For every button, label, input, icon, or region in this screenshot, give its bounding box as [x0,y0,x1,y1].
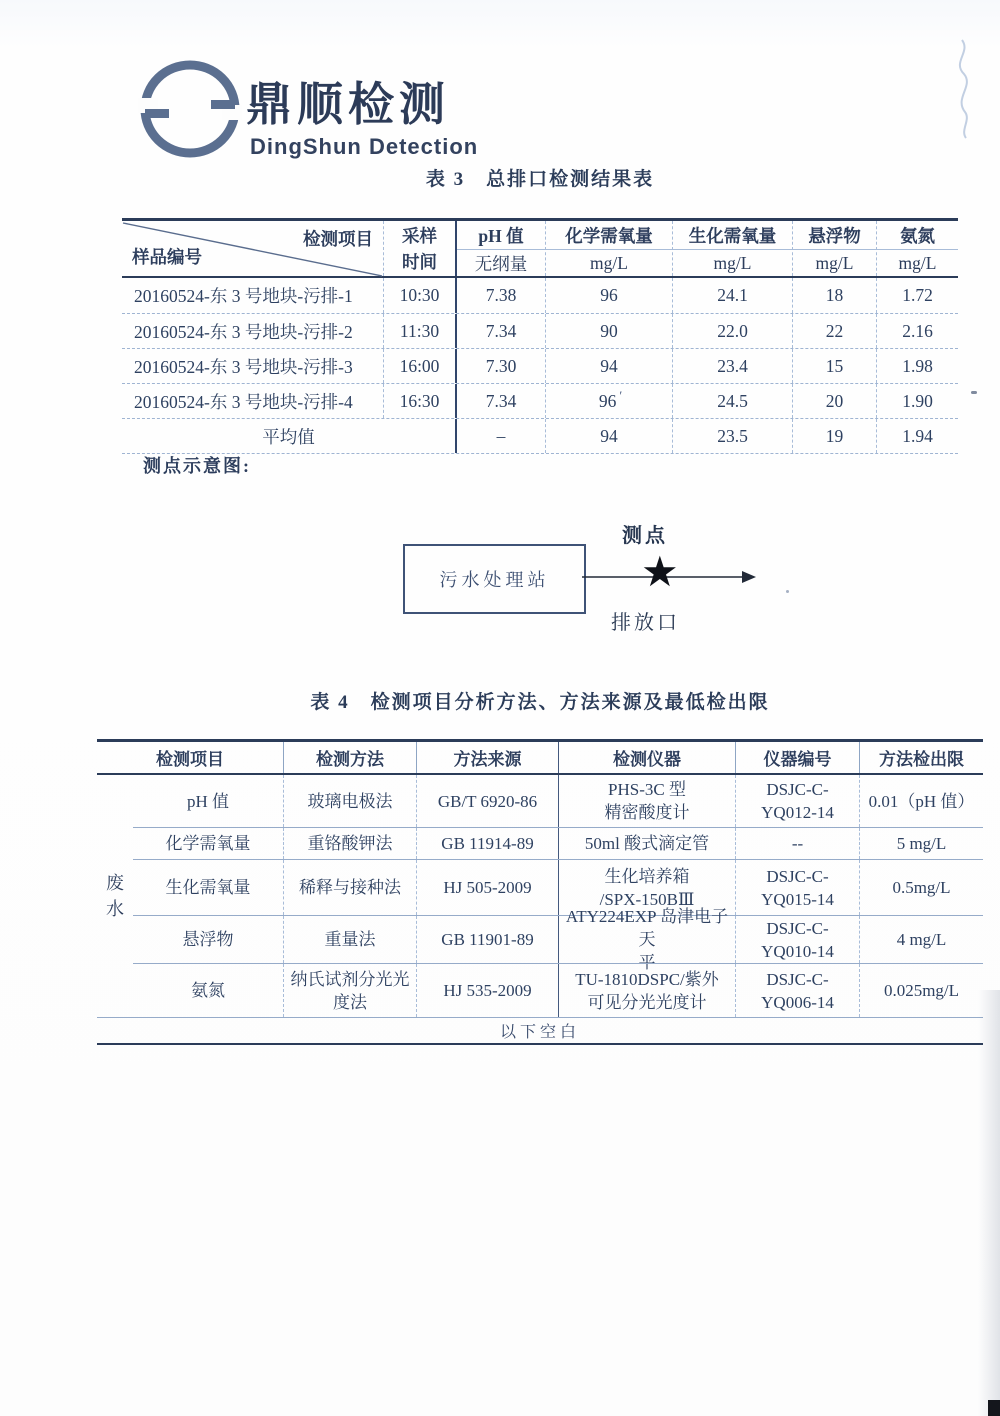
instrument-line1: 生化培养箱 [604,866,690,886]
detection-limit: 0.5mg/L [859,860,983,915]
header-bod-unit: mg/L [713,252,752,273]
header-nh3-name: 氨氮 [877,221,958,250]
table3-header-row [122,221,958,278]
instrument-serial: DSJC-C-YQ012-14 [735,775,859,827]
detection-limit: 4 mg/L [859,916,983,963]
method-name: 玻璃电极法 [283,775,416,827]
method-source: HJ 505-2009 [416,860,558,915]
method-name: 重铬酸钾法 [283,828,416,859]
value-ph: 7.34 [455,314,545,348]
instrument-serial: DSJC-C-YQ015-14 [735,860,859,915]
header-nh3-unit: mg/L [898,252,937,273]
sample-id: 20160524-东 3 号地块-污排-3 [134,356,353,377]
value-cod [545,384,672,418]
diagram-caption: 测点示意图: [143,456,251,476]
header-cod-unit: mg/L [590,252,628,273]
instrument [558,828,735,859]
header-cod-name: 化学需氧量 [546,221,672,250]
method-name: 重量法 [283,916,416,963]
instrument-line2: 平 [638,953,656,972]
table4-header-row [97,742,983,775]
t4-header-limit: 方法检出限 [859,742,983,773]
header-bod-name: 生化需氧量 [673,221,792,250]
table-row [122,313,958,348]
method-source: HJ 535-2009 [416,964,558,1017]
scan-scribble-mark [938,28,988,143]
instrument-serial: DSJC-C-YQ006-14 [735,964,859,1017]
method-source: GB 11914-89 [416,828,558,859]
header-ph [455,221,545,276]
value-ph: 7.38 [455,278,545,313]
value-bod: 22.0 [672,314,792,348]
outlet-label: 排放口 [611,612,680,634]
value-ss: 20 [792,384,876,418]
instrument-line2: 精密酸度计 [604,803,690,822]
average-label: 平均值 [262,426,315,447]
avg-cod: 94 [545,419,672,453]
method-name: 稀释与接种法 [283,860,416,915]
instrument-serial: -- [735,828,859,859]
table-row [133,775,983,827]
header-sampling-time-line2: 时间 [402,251,437,272]
sample-time: 16:30 [383,384,455,418]
table-row-average [122,418,958,453]
sample-id: 20160524-东 3 号地块-污排-4 [134,391,353,412]
method-source: GB/T 6920-86 [416,775,558,827]
scan-speck [786,590,789,593]
page-edge-shadow [978,990,1000,1416]
table4-title: 表 4 检测项目分析方法、方法来源及最低检出限 [310,692,770,713]
t4-header-item: 检测项目 [156,750,224,769]
detection-limit: 0.01（pH 值） [859,775,983,827]
value-ss: 18 [792,278,876,313]
instrument-line1: 50ml 酸式滴定管 [584,834,710,853]
instrument-serial: DSJC-C-YQ010-14 [735,916,859,963]
value-ss: 15 [792,349,876,383]
avg-ph: – [455,419,545,453]
value-bod: 24.5 [672,384,792,418]
header-ss-unit: mg/L [815,252,854,273]
header-ss-name: 悬浮物 [793,221,876,250]
sample-id: 20160524-东 3 号地块-污排-1 [134,286,353,306]
method-source: GB 11901-89 [416,916,558,963]
dingshun-logo-icon [138,60,242,158]
header-ph-unit: 无纲量 [474,253,528,274]
scan-corner-mark [988,1400,1000,1416]
header-sampling-time-line1: 采样 [402,225,437,246]
avg-nh3: 1.94 [876,419,958,453]
sample-type-wastewater [97,775,133,1017]
detection-limit: 0.025mg/L [859,964,983,1017]
value-nh3: 1.98 [876,349,958,383]
item-name: 生化需氧量 [165,878,251,897]
value-nh3: 2.16 [876,314,958,348]
value-cod: 96 [545,278,672,313]
table-row [122,278,958,313]
sample-time: 10:30 [383,278,455,313]
value-bod: 24.1 [672,278,792,313]
value-nh3: 1.90 [876,384,958,418]
value-bod: 23.4 [672,349,792,383]
instrument-line1: TU-1810DSPC/紫外 [575,969,719,989]
logo-title-en: DingShun Detection [250,134,479,159]
instrument-line2: /SPX-150BⅢ [599,889,695,909]
table-row [122,348,958,383]
table3-corner-cell [122,221,383,276]
table-row [133,827,983,859]
value-ph: 7.30 [455,349,545,383]
method-name: 纳氏试剂分光光度法 [283,964,416,1017]
table-row [133,963,983,1017]
instrument-line1: ATY224EXP 岛津电子天 [565,907,729,949]
scan-speck [971,391,977,394]
t4-header-source: 方法来源 [416,742,558,773]
treatment-station-box: 污水处理站 [403,544,586,614]
measure-point-label: 测点 [622,525,668,547]
header-bod [672,221,792,276]
item-name: 氨氮 [191,981,225,1000]
measure-point-star-icon: ★ [641,550,679,596]
item-name: pH 值 [186,791,230,811]
logo-title-cn: 鼎顺检测 [246,78,450,130]
corner-label-items: 检测项目 [303,229,373,249]
header-sampling-time [383,221,455,276]
corner-label-sample-id: 样品编号 [132,247,202,267]
header-nh3 [876,221,958,276]
item-name: 化学需氧量 [165,834,251,853]
table-row [122,383,958,418]
table-row [133,859,983,915]
wastewater-char2: 水 [106,899,124,919]
wastewater-char1: 废 [106,873,124,893]
table3-title: 表 3 总排口检测结果表 [425,169,655,190]
table4-methods [97,739,983,1045]
table4-rows [133,775,983,1017]
t4-header-serial: 仪器编号 [735,742,859,773]
table-row [133,907,983,972]
instrument-line1: PHS-3C 型 [608,780,686,799]
header-cod [545,221,672,276]
sample-time: 11:30 [383,314,455,348]
avg-ss: 19 [792,419,876,453]
sample-time: 16:00 [383,349,455,383]
blank-below-note: 以下空白 [97,1017,983,1043]
value-ss: 22 [792,314,876,348]
table3-outlet-results [122,218,958,454]
header-ph-name: pH 值 [457,221,545,250]
header-ss [792,221,876,276]
t4-header-instrument: 检测仪器 [558,742,735,773]
detection-limit: 5 mg/L [859,828,983,859]
instrument [558,964,735,1017]
avg-bod: 23.5 [672,419,792,453]
value-ph: 7.34 [455,384,545,418]
value-nh3: 1.72 [876,278,958,313]
value-cod: 94 [545,349,672,383]
table4-body [97,775,983,1017]
value-cod: 90 [545,314,672,348]
sample-id: 20160524-东 3 号地块-污排-2 [134,321,353,342]
item-name: 悬浮物 [182,930,234,949]
instrument [558,907,735,972]
scan-tick-mark: ʹ [619,388,623,403]
t4-header-method: 检测方法 [283,742,416,773]
instrument [558,775,735,827]
instrument-line2: 可见分光光度计 [587,992,707,1012]
value-cod-number: 96 [598,390,617,411]
